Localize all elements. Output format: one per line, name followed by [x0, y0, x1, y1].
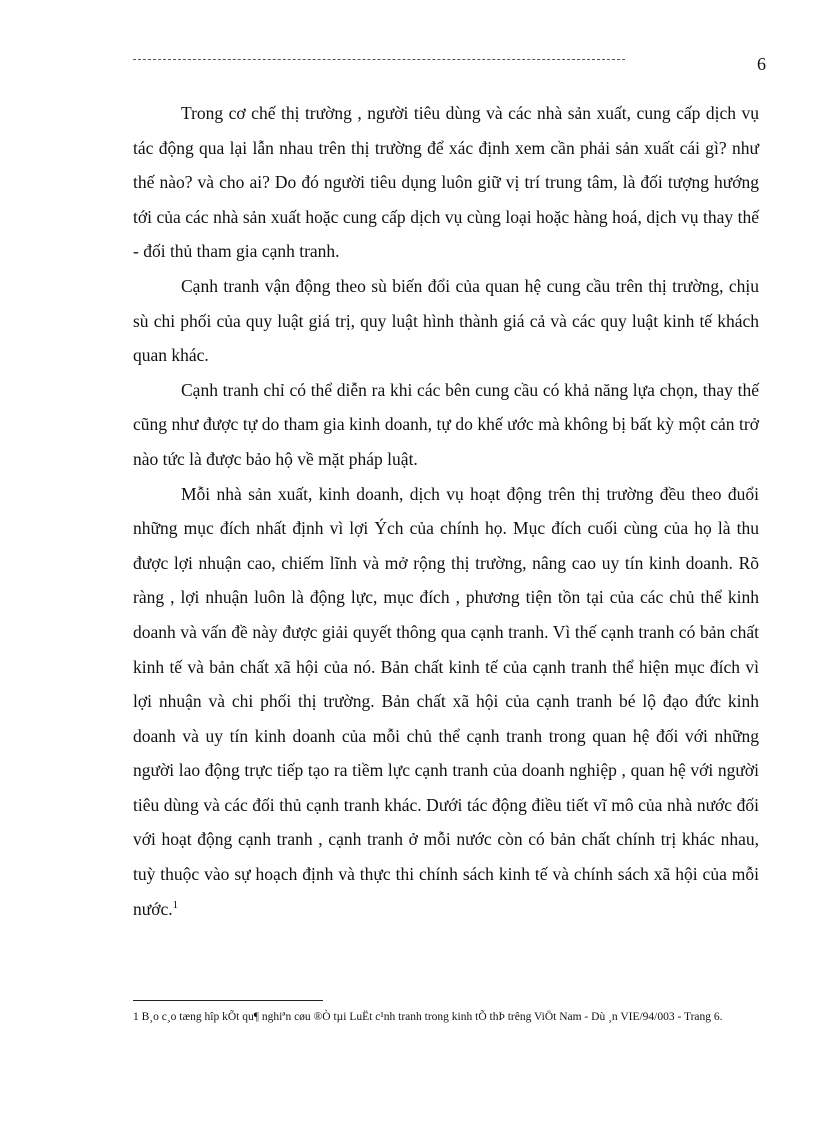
page-number: 6 — [757, 54, 766, 74]
footnote — [133, 1010, 763, 1025]
body-text — [133, 96, 759, 926]
paragraph-with-footnote — [133, 477, 759, 927]
paragraph: Cạnh tranh chỉ có thể diễn ra khi các bên cung cầu có khả năng lựa chọn, thay thế cũng như được tự do tham gia kinh doanh, tự do khế ước mà không bị bất kỳ một cản trở nào tức là được bảo hộ về mặt pháp luật. — [133, 379, 759, 469]
footnote-text: B¸o c¸o tæng hîp kÕt qu¶ nghiªn cøu ®Ò tµi LuËt c¹nh tranh trong kinh tÕ thÞ trêng ViÖt Nam - Dù ¸n VIE/94/003 - Trang 6. — [141, 1011, 723, 1023]
footnote-separator — [133, 1000, 323, 1001]
paragraph: Cạnh tranh vận động theo sù biến đổi của quan hệ cung cầu trên thị trường, chịu sù chi phối của quy luật giá trị, quy luật hình thành giá cả và các quy luật kinh tế khách quan khác. — [133, 275, 759, 366]
footnote-marker: 1 — [133, 1011, 139, 1023]
paragraph: Trong cơ chế thị trường , người tiêu dùng và các nhà sản xuất, cung cấp dịch vụ tác động qua lại lẫn nhau trên thị trường để xác định xem cần phải sản xuất cái gì? như thế nào? và cho ai? Do đó người tiêu dụng luôn giữ vị trí trung tâm, là đối tượng hướng tới của các nhà sản xuất hoặc cung cấp dịch vụ cùng loại hoặc hàng hoá, dịch vụ thay thế - đối thủ tham gia cạnh tranh. — [133, 103, 759, 262]
paragraph-text: Mỗi nhà sản xuất, kinh doanh, dịch vụ hoạt động trên thị trường đều theo đuổi những mục đích nhất định vì lợi Ých của chính họ. Mục đích cuối cùng của họ là thu được lợi nhuận cao, chiếm lĩnh và mở rộng thị trường, nâng cao uy tín kinh doanh. Rõ ràng , lợi nhuận luôn là động lực, mục đích , phương tiện tồn tại của các chủ thể kinh doanh và vấn đề này được giải quyết thông qua cạnh tranh. Vì thế cạnh tranh có bản chất kinh tế và bản chất xã hội của nó. Bản chất kinh tế của cạnh tranh thể hiện mục đích vì lợi nhuận và chi phối thị trường. Bản chất xã hội của cạnh tranh bé lộ đạo đức kinh doanh và uy tín kinh doanh của mỗi chủ thể cạnh tranh trong quan hệ đối với những người lao động trực tiếp tạo ra tiềm lực cạnh tranh của doanh nghiệp , quan hệ với người tiêu dùng và các đối thủ cạnh tranh khác. Dưới tác động điều tiết vĩ mô của nhà nước đối với hoạt động cạnh tranh , cạnh tranh ở mỗi nước còn có bản chất chính trị khác nhau, tuỳ thuộc vào sự hoạch định và thực thi chính sách kinh tế và chính sách xã hội của mỗi nước. — [133, 483, 759, 919]
header-dashed-rule — [133, 59, 625, 60]
footnote-reference[interactable]: 1 — [172, 898, 179, 911]
